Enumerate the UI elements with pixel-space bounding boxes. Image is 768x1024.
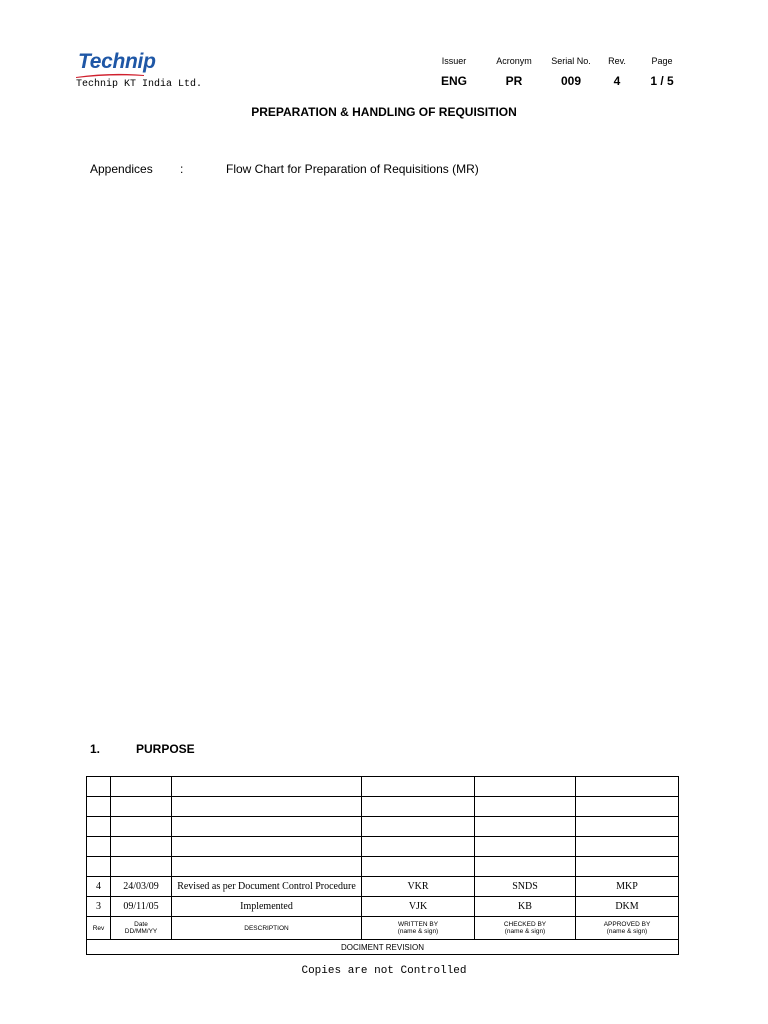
meta-value-serial: 009 [560,74,582,88]
cell-description: Implemented [172,897,362,917]
appendices-separator: : [180,162,184,176]
section-number: 1. [90,742,101,756]
header-date-label: Date [134,921,148,928]
meta-value-rev: 4 [613,74,621,88]
header-checked-note: (name & sign) [504,928,546,935]
cell-approved-by: DKM [576,897,679,917]
cell-date: 09/11/05 [111,897,172,917]
table-row-empty [87,777,679,797]
header-date [111,917,172,940]
cell-rev: 3 [87,897,111,917]
header-approved-label: APPROVED BY [603,921,651,928]
meta-label-acronym: Acronym [496,56,532,66]
header-approved-by [576,917,679,940]
cell-checked-by: KB [475,897,576,917]
table-row-empty [87,837,679,857]
header-rev: Rev [87,917,111,940]
meta-label-issuer: Issuer [441,56,467,66]
meta-value-acronym: PR [505,74,523,88]
table-footer-label: DOCIMENT REVISION [87,940,679,955]
technip-logo: Technip [78,50,156,73]
header-description: DESCRIPTION [172,917,362,940]
meta-value-page: 1 / 5 [650,74,674,88]
table-row-empty [87,817,679,837]
meta-label-page: Page [651,56,673,66]
header-approved-note: (name & sign) [606,928,648,935]
company-name: Technip KT India Ltd. [76,79,203,90]
logo-swoosh [76,73,144,78]
header-date-format: DD/MM/YY [124,928,158,935]
cell-approved-by: MKP [576,877,679,897]
meta-value-issuer: ENG [440,74,467,88]
cell-date: 24/03/09 [111,877,172,897]
header-checked-by [475,917,576,940]
table-row [87,897,679,917]
table-row [87,877,679,897]
cell-rev: 4 [87,877,111,897]
appendices-label: Appendices [90,162,153,176]
table-header-row [87,917,679,940]
table-row-empty [87,797,679,817]
header-written-note: (name & sign) [397,928,439,935]
cell-description: Revised as per Document Control Procedure [172,877,362,897]
header-checked-label: CHECKED BY [503,921,547,928]
document-title: PREPARATION & HANDLING OF REQUISITION [251,105,517,119]
table-row-empty [87,857,679,877]
header-written-by [362,917,475,940]
copies-note: Copies are not Controlled [301,965,467,977]
header-written-label: WRITTEN BY [397,921,439,928]
meta-label-serial: Serial No. [551,56,591,66]
appendices-value: Flow Chart for Preparation of Requisitions (MR) [226,162,479,176]
meta-label-rev: Rev. [608,56,626,66]
cell-written-by: VJK [362,897,475,917]
cell-written-by: VKR [362,877,475,897]
revision-table [86,776,679,955]
cell-checked-by: SNDS [475,877,576,897]
section-title: PURPOSE [136,742,195,756]
table-footer-row [87,940,679,955]
